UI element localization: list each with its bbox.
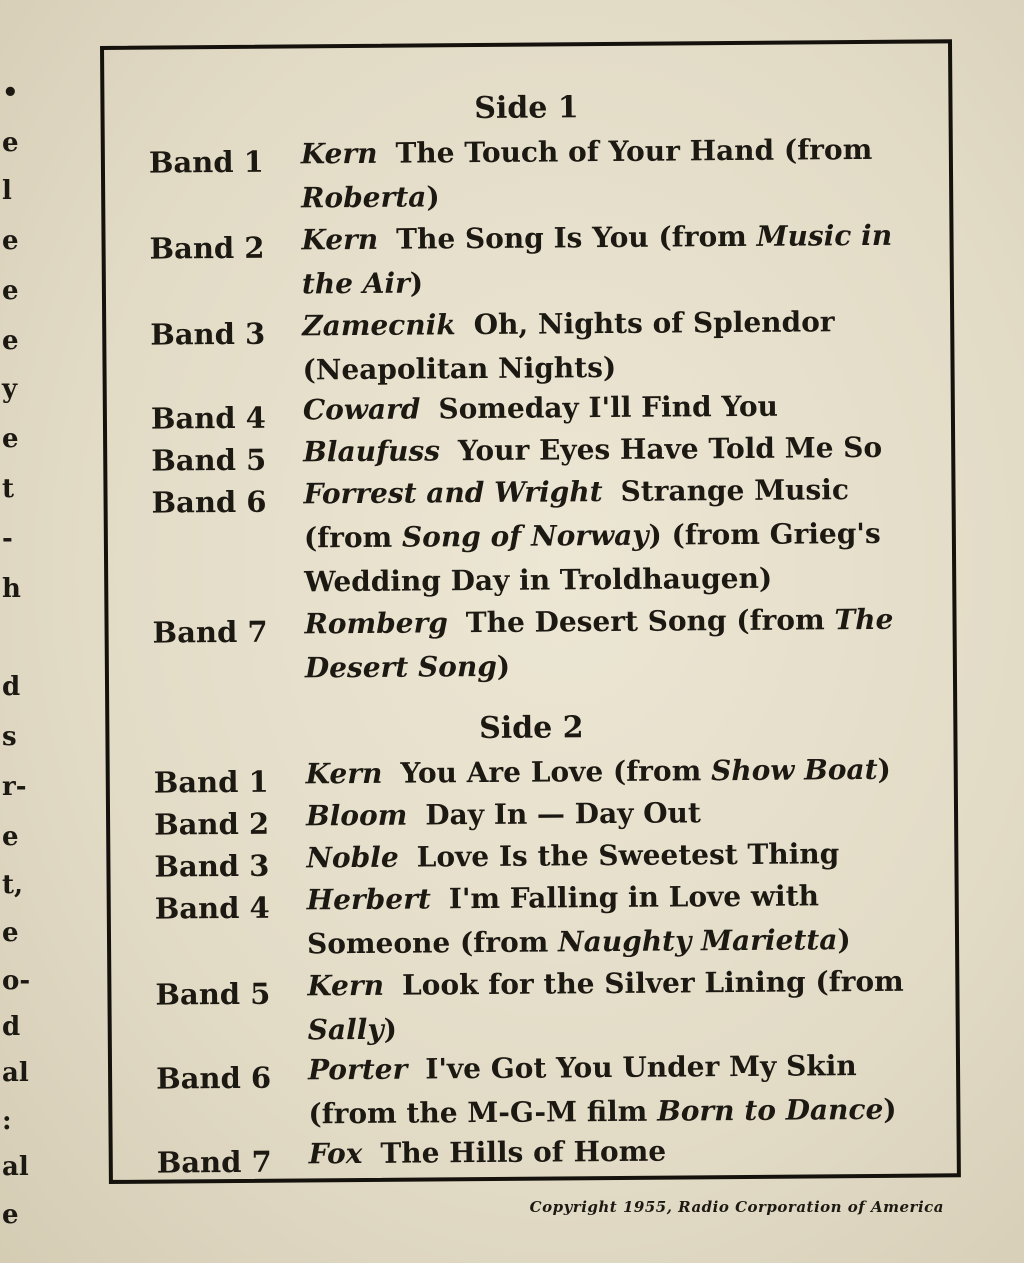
track-title: Look for the Silver Lining (from	[401, 964, 904, 1002]
track-entry	[306, 747, 936, 796]
track-composer: Fox	[308, 1136, 363, 1171]
track-composer: Porter	[307, 1052, 408, 1087]
track-entry	[303, 383, 933, 432]
track-title: Strange Music (from	[303, 473, 850, 555]
track-composer: Noble	[306, 840, 399, 875]
margin-fragment: e	[2, 226, 19, 256]
side-1-heading: Side 1	[474, 90, 579, 127]
band-label: Band 7	[156, 1144, 272, 1180]
band-label: Band 2	[153, 806, 270, 842]
band-label: Band 4	[150, 400, 267, 436]
margin-fragment: al	[2, 1152, 29, 1182]
track-title: The Hills of Home	[380, 1134, 667, 1170]
side-2-heading: Side 2	[479, 710, 584, 747]
track-entry	[302, 299, 933, 392]
band-label: Band 5	[155, 976, 271, 1012]
track-composer: Kern	[307, 968, 385, 1003]
track-title: The Desert Song (from	[465, 603, 835, 640]
track-source: The Desert Song	[304, 602, 894, 685]
track-source: Naughty Marietta	[557, 923, 838, 959]
band-label: Band 1	[148, 144, 265, 180]
margin-fragment: e	[2, 424, 19, 454]
margin-fragment: s	[2, 722, 17, 752]
track-entry	[306, 831, 936, 880]
track-entry	[301, 213, 932, 306]
band-label: Band 6	[151, 484, 267, 520]
track-entry	[304, 597, 935, 690]
track-entry	[303, 467, 934, 604]
margin-fragment: e	[2, 326, 19, 356]
margin-fragment: e	[2, 1200, 19, 1230]
track-composer: Forrest and Wright	[303, 475, 603, 511]
margin-fragment: t,	[2, 870, 24, 900]
track-title: I've Got You Under My Skin (from the M-G-M film	[308, 1049, 857, 1131]
margin-fragment: :	[2, 1106, 12, 1136]
track-source: Born to Dance	[656, 1092, 884, 1128]
track-source: Show Boat	[710, 752, 878, 788]
track-title: I'm Falling in Love with Someone (from	[306, 879, 820, 961]
track-title: The Touch of Your Hand (from	[395, 132, 873, 170]
track-title: Oh, Nights of Splendor (Neapolitan Nights)	[302, 305, 835, 387]
margin-fragment: y	[2, 374, 18, 404]
margin-fragment: •	[2, 78, 19, 108]
margin-fragment: e	[2, 276, 19, 306]
band-label: Band 3	[154, 848, 270, 884]
track-composer: Blaufuss	[303, 434, 441, 469]
track-suffix: )	[496, 649, 511, 683]
margin-fragment: e	[2, 918, 19, 948]
track-listing-box	[100, 39, 961, 1184]
track-title: You Are Love (from	[400, 754, 712, 790]
track-suffix: )	[837, 923, 851, 957]
margin-fragment: l	[2, 176, 12, 206]
track-composer: Zamecnik	[302, 308, 456, 343]
band-label: Band 7	[152, 614, 268, 650]
track-title: Love Is the Sweetest Thing	[416, 837, 840, 874]
track-source: Sally	[307, 1012, 384, 1047]
track-composer: Kern	[305, 756, 383, 791]
track-composer: Kern	[300, 136, 378, 171]
margin-fragment: e	[2, 128, 19, 158]
margin-fragment: d	[2, 672, 21, 702]
band-label: Band 5	[151, 442, 267, 478]
track-suffix: )	[383, 1012, 398, 1046]
track-source: Music in the Air	[301, 218, 893, 301]
margin-fragment: -	[2, 524, 13, 554]
track-composer: Herbert	[306, 882, 431, 917]
track-title: Someday I'll Find You	[438, 389, 779, 426]
track-composer: Coward	[302, 392, 421, 427]
band-label: Band 3	[150, 316, 266, 352]
track-suffix: )	[883, 1092, 897, 1126]
track-entry	[307, 959, 938, 1052]
margin-fragment: e	[2, 822, 19, 852]
track-entry	[307, 873, 938, 966]
track-suffix: )	[409, 266, 424, 300]
track-composer: Bloom	[305, 798, 408, 833]
margin-fragment: r-	[2, 772, 27, 802]
track-suffix: )	[877, 752, 891, 786]
track-suffix: )	[426, 180, 440, 214]
track-source: Song of Norway	[401, 518, 649, 554]
track-composer: Romberg	[304, 606, 448, 641]
track-title: Your Eyes Have Told Me So	[457, 430, 883, 468]
track-composer: Kern	[301, 222, 379, 257]
track-entry	[308, 1043, 939, 1136]
band-label: Band 6	[155, 1060, 272, 1096]
track-entry	[303, 425, 933, 474]
track-title: Day In — Day Out	[425, 796, 701, 832]
margin-fragment: t	[2, 474, 15, 504]
track-entry	[306, 789, 936, 838]
track-source: Roberta	[301, 180, 427, 215]
track-entry	[309, 1127, 939, 1176]
copyright-notice: Copyright 1955, Radio Corporation of America	[529, 1198, 944, 1216]
margin-fragment: o-	[2, 966, 31, 996]
track-title: The Song Is You (from	[396, 219, 757, 256]
track-suffix: ) (from Grieg's Wedding Day in Troldhaugen)	[304, 516, 881, 599]
band-label: Band 1	[153, 764, 269, 800]
margin-fragment: al	[2, 1058, 29, 1088]
track-entry	[301, 127, 932, 220]
margin-fragment: h	[2, 574, 21, 604]
band-label: Band 2	[149, 230, 265, 266]
margin-fragment: d	[2, 1012, 21, 1042]
band-label: Band 4	[154, 890, 270, 926]
